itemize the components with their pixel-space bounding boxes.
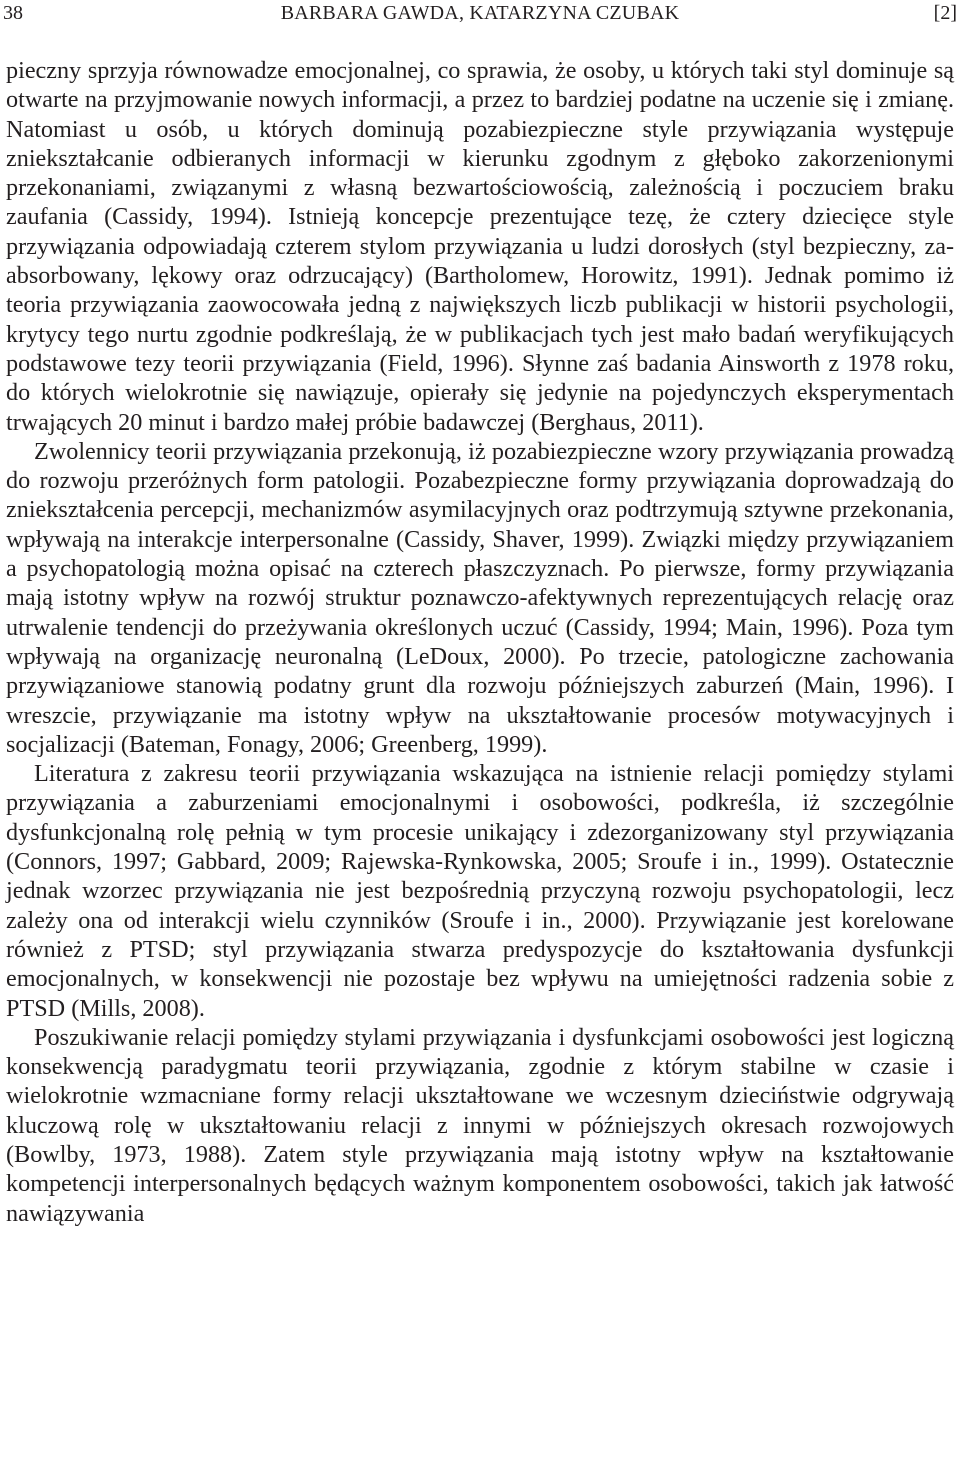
page-number: 38 — [3, 2, 23, 24]
paragraph: pieczny sprzyja równowadze emocjonalnej, co sprawia, że osoby, u których taki styl dominuje są otwarte na przyjmowanie nowych informacji, a przez to bardziej podatne na uczenie się i zmianę. Natomiast u osób, u których dominują pozabiezpieczne style przywiązania występuje zniekształcanie odbieranych informacji w kierunku zgodnym z głęboko zakorzenionymi przekonaniami, związanymi z własną bezwartościowością, zależnością i poczuciem braku zaufania (Cassidy, 1994). Istnieją koncepcje prezentujące tezę, że cztery dziecięce style przywiązania odpowiadają czterem stylom przywiązania u ludzi dorosłych (styl bezpieczny, zaabsorbowany, lękowy oraz odrzucający) (Bartholomew, Horowitz, 1991). Jednak pomimo iż teoria przywiązania zaowocowała jedną z największych liczb publikacji w historii psychologii, krytycy tego nurtu zgodnie podkreślają, że w publikacjach tych jest mało badań weryfikujących podstawowe tezy teorii przywiązania (Field, 1996). Słynne zaś badania Ainsworth z 1978 roku, do których wielokrotnie się nawiązuje, opierały się jedynie na pojedynczych eksperymentach trwających 20 minut i bardzo małej próbie badawczej (Berghaus, 2011). — [6, 57, 954, 436]
running-header — [0, 0, 960, 30]
paragraph: Literatura z zakresu teorii przywiązania wskazująca na istnienie relacji pomiędzy stylami przywiązania a zaburzeniami emocjonalnymi i osobowości, podkreśla, iż szczególnie dysfunkcjonalną rolę pełnią w tym procesie unikający i zdezorganizowany styl przywiązania (Connors, 1997; Gabbard, 2009; Rajewska-Rynkowska, 2005; Sroufe i in., 1999). Ostatecznie jednak wzorzec przywiązania nie jest bezpośrednią przyczyną rozwoju psychopatologii, lecz zależy ona od interakcji wielu czynników (Sroufe i in., 2000). Przywiązanie jest korelowane również z PTSD; styl przywiązania stwarza predyspozycje do kształtowania dysfunkcji emocjonalnych, w konsekwencji nie pozostaje bez wpływu na umiejętności radzenia sobie z PTSD (Mills, 2008). — [6, 760, 954, 1022]
issue-number: [2] — [933, 2, 957, 24]
running-head-authors: BARBARA GAWDA, KATARZYNA CZUBAK — [280, 2, 680, 24]
paragraph: Zwolennicy teorii przywiązania przekonują, iż pozabiezpieczne wzory przywiązania prowadzą do rozwoju przeróżnych form patologii. Pozabezpieczne formy przywiązania doprowadzają do zniekształcenia percepcji, mechanizmów asymilacyjnych oraz podtrzymują sztywne przekonania, wpływają na interakcje interpersonalne (Cassidy, Shaver, 1999). Związki między przywiązaniem a psychopatologią można opisać na czterech płaszczyznach. Po pierwsze, formy przywiązania mają istotny wpływ na rozwój struktur poznawczo-afektywnych reprezentujących relację oraz utrwalenie tendencji do przeżywania określonych uczuć (Cassidy, 1994; Main, 1996). Poza tym wpływają na organizację neuronalną (LeDoux, 2000). Po trzecie, patologiczne zachowania przywiązaniowe stanowią podatny grunt dla rozwoju późniejszych zaburzeń (Main, 1996). I wreszcie, przywiązanie ma istotny wpływ na ukształtowanie procesów motywacyjnych i socjalizacji (Bateman, Fonagy, 2006; Greenberg, 1999). — [6, 437, 954, 758]
paragraph: Poszukiwanie relacji pomiędzy stylami przywiązania i dysfunkcjami osobowości jest logiczną konsekwencją paradygmatu teorii przywiązania, zgodnie z którym stabilne w czasie i wielokrotnie wzmacniane formy relacji ukształtowane we wczesnym dzieciństwie odgrywają kluczową rolę w ukształtowaniu relacji z innymi w późniejszych okresach rozwojowych (Bowlby, 1973, 1988). Zatem style przywiązania mają istotny wpływ na kształtowanie kompetencji interpersonalnych będących ważnym komponentem osobowości, takich jak łatwość nawiązywania — [6, 1023, 954, 1227]
body-text — [6, 56, 954, 1228]
